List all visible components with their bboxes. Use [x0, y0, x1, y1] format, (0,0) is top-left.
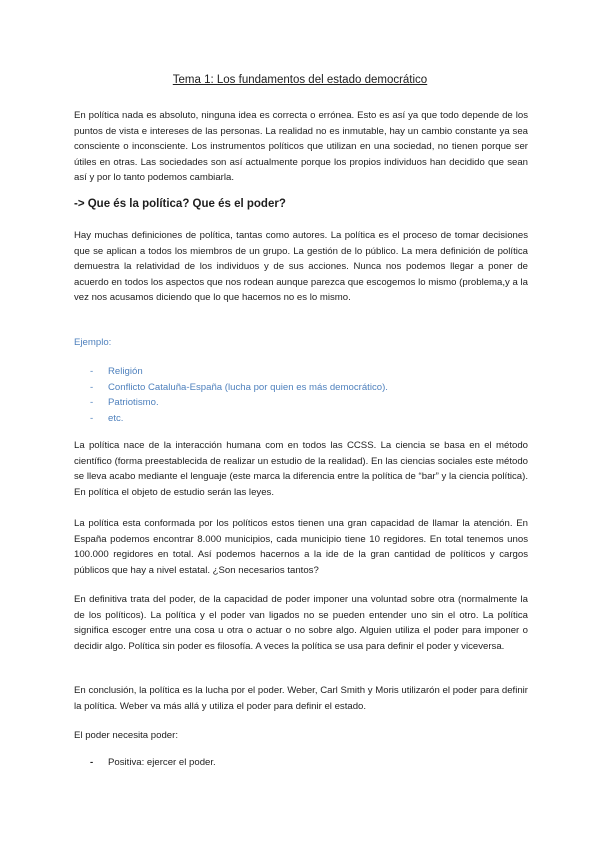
- intro-paragraph: En política nada es absoluto, ninguna idea es correcta o errónea. Esto es así ya que todo depende de los puntos de vista e intereses de las personas. La realidad no es inmutable, hay un cambio constante ya sea consciente o inconsciente. Los instrumentos políticos que utilizan en una sociedad, no tienen porque ser útiles en otras. Las sociedades son así actualmente porque los propios individuos han decidido que sean así y por lo tanto podemos cambiarla.: [74, 110, 528, 184]
- example-label: Ejemplo:: [74, 337, 112, 348]
- poder-list: [90, 757, 216, 768]
- section-heading: -> Que és la política? Que és el poder?: [74, 198, 286, 210]
- list-item: - Religión: [90, 364, 388, 380]
- example-list: [90, 364, 388, 426]
- definitions-paragraph: Hay muchas definiciones de política, tantas como autores. La política es el proceso de tomar decisiones que se aplican a todos los miembros de un grupo. La gestión de lo público. La mera definición de política demuestra la relatividad de los individuos y de sus acciones. Nunca nos podemos llegar a poner de acuerdo en todos los aspectos que nos rodean aunque parezca que escogemos lo mismo (problema,y a la vez nos acusamos diciendo que lo que hacemos no es lo mismo.: [74, 230, 528, 304]
- ccss-paragraph: La política nace de la interacción humana com en todos las CCSS. La ciencia se basa en el método científico (forma preestablecida de realizar un estudio de la realidad). En las ciencias sociales este método se lleva acabo mediante el lenguaje (este marca la diferencia entre la política de “bar” y la ciencia política). En política el objeto de estudio serán las leyes.: [74, 440, 528, 498]
- document-title: Tema 1: Los fundamentos del estado democrático: [172, 74, 428, 86]
- list-item: - Conflicto Cataluña-España (lucha por quien es más democrático).: [90, 380, 388, 396]
- conclusion-paragraph: En conclusión, la política es la lucha por el poder. Weber, Carl Smith y Moris utilizarón el poder para definir la política. Weber va más allá y utiliza el poder para definir el estado.: [74, 685, 528, 712]
- list-item: - etc.: [90, 411, 388, 427]
- list-item: - Positiva: ejercer el poder.: [90, 757, 216, 768]
- list-item: - Patriotismo.: [90, 395, 388, 411]
- necesita-paragraph: El poder necesita poder:: [74, 730, 178, 741]
- politicos-paragraph: La política esta conformada por los políticos estos tienen una gran capacidad de llamar la atención. En España podemos encontrar 8.000 municipios, cada municipio tiene 10 regidores. En total tenemos unos 100.000 regidores en total. Así podemos hacernos a la ide de la gran cantidad de políticos y cargos públicos que hay a nivel estatal. ¿Son necesarios tantos?: [74, 518, 528, 576]
- poder-paragraph: En definitiva trata del poder, de la capacidad de poder imponer una voluntad sobre otra (normalmente la de los políticos). La política y el poder van ligados no se pueden entender uno sin el otro. La política significa escoger entre una cosa u otra o actuar o no sobre algo. Alguien utiliza el poder para imponer o decidir algo. Política sin poder es filosofía. A veces la política se usa para definir el poder y viceversa.: [74, 594, 528, 652]
